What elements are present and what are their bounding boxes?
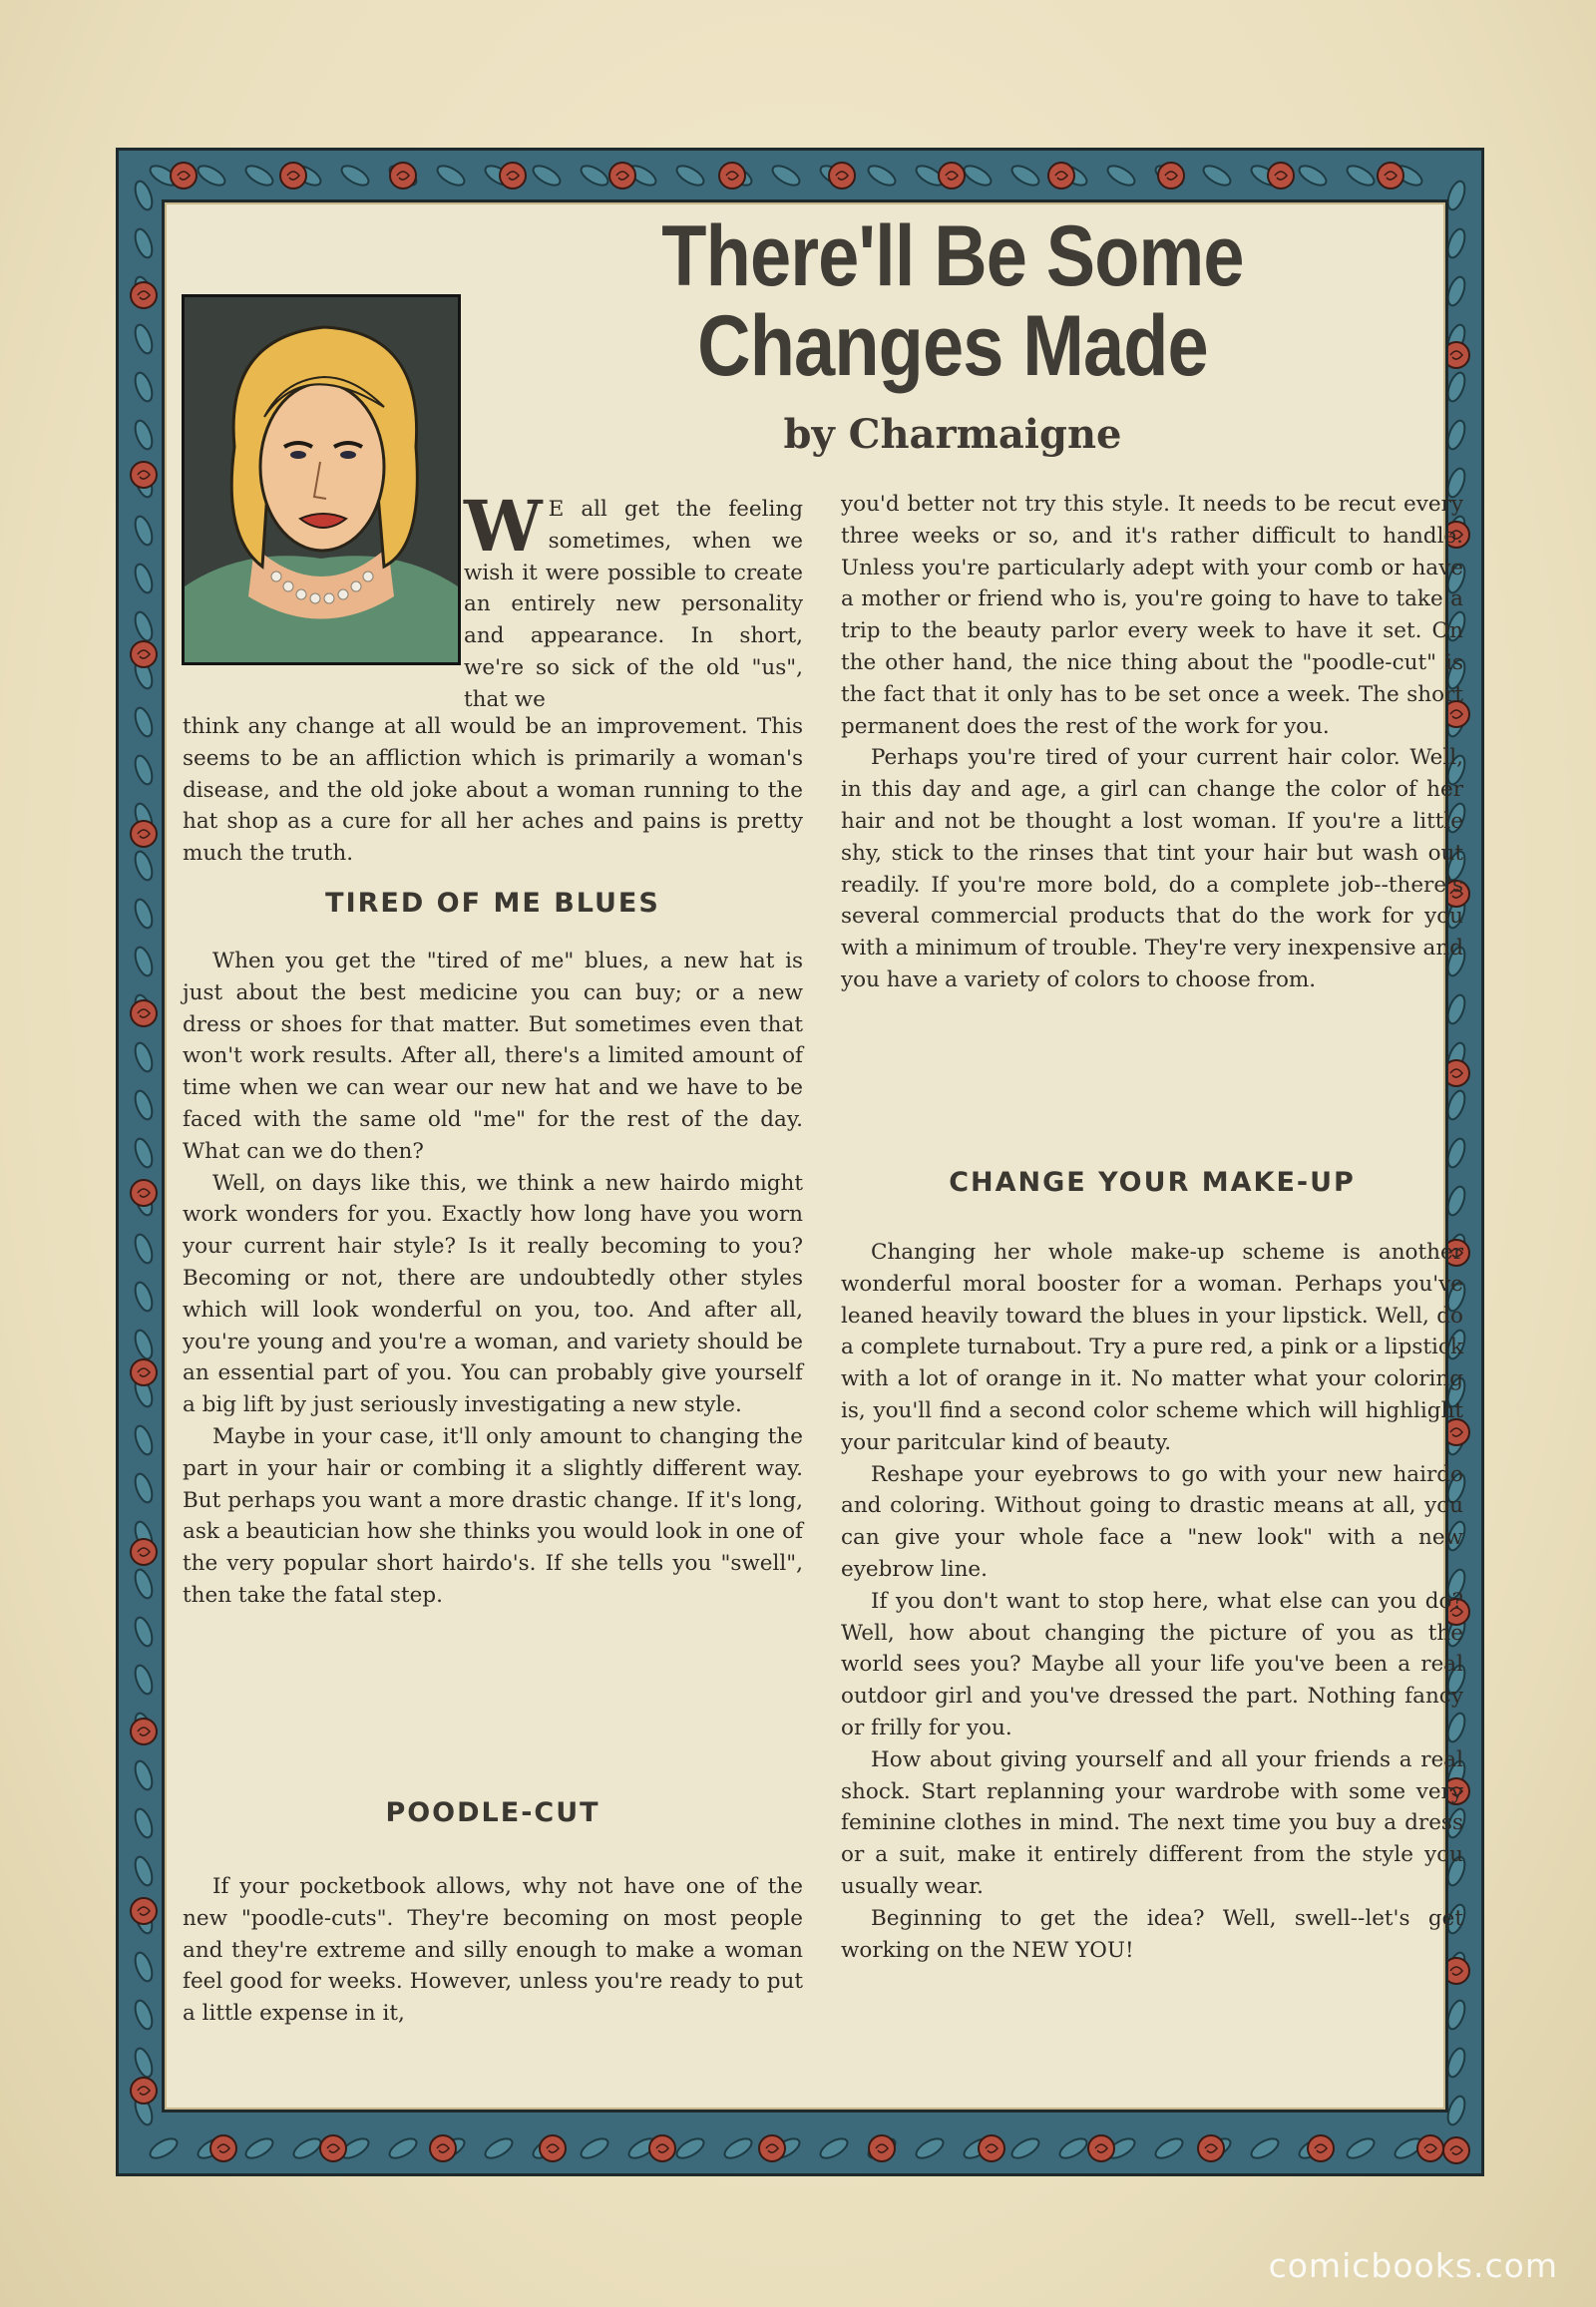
intro-continuation (183, 711, 803, 870)
rose-shape (609, 163, 635, 189)
poodle-paragraph-2: Perhaps you're tired of your current hair color. Well, in this day and age, a girl can change the color of her hair and not be thought a lost woman. If you're a little shy, stick to the rinses that tint your hair but wash out readily. If you're more bold, do a complete job--there's several commercial products that do the work for you with a minimum of trouble. They're very inexpensive and you have a variety of colors to choose from. (841, 745, 1463, 992)
leaf-shape (132, 1664, 155, 1697)
rose-shape (131, 1180, 157, 1206)
leaf-shape (1057, 2134, 1090, 2161)
leaf-shape (132, 850, 155, 883)
rose-shape (1088, 2135, 1114, 2161)
leaf-shape (387, 2134, 420, 2161)
rose-shape (1048, 163, 1074, 189)
leaf-shape (132, 323, 155, 356)
leaf-shape (1249, 2134, 1282, 2161)
rose-shape (131, 462, 157, 488)
rose-shape (1443, 2137, 1469, 2163)
leaf-shape (132, 898, 155, 931)
rose-shape (979, 2135, 1004, 2161)
leaf-shape (132, 180, 155, 212)
rose-shape (131, 1359, 157, 1385)
leaf-shape (132, 706, 155, 739)
leaf-shape (132, 371, 155, 404)
makeup-paragraph-1: Changing her whole make-up scheme is another wonderful moral booster for a woman. Perhaps you've leaned heavily toward the blues in your lipstick. Well, do a complete turnabout. Try a pure red, a pink or a lipstick with a lot of orange in it. No matter what your coloring is, you'll find a second color scheme which will highlight your paritcular kind of beauty. (841, 1240, 1463, 1455)
leaf-shape (132, 227, 155, 260)
makeup-paragraph-3: If you don't want to stop here, what else can you do? Well, how about changing the picture of you as the world sees you? Maybe all your life you've been a real outdoor girl and you've dressed the part. Nothing fancy or frilly for you. (841, 1588, 1463, 1740)
leaf-shape (243, 2134, 276, 2161)
makeup-paragraph-4: How about giving yourself and all your friends a real shock. Start replanning your wardrobe with some very feminine clothes in mind. The next time you buy a dress or a suit, make it entirely different from the style you usually wear. (841, 1746, 1463, 1899)
rose-shape (131, 1000, 157, 1026)
drop-cap: W (464, 485, 543, 568)
leaf-shape (132, 1329, 155, 1361)
rose-shape (131, 641, 157, 667)
rose-shape (649, 2135, 675, 2161)
makeup-section-body (841, 1237, 1463, 1966)
leaf-shape (148, 2134, 181, 2161)
right-column-top (841, 489, 1463, 996)
leaf-shape (1345, 162, 1378, 189)
leaf-shape (132, 1999, 155, 2032)
leaf-shape (866, 162, 899, 189)
leaf-shape (435, 162, 468, 189)
tired-paragraph-2: Well, on days like this, we think a new hairdo might work wonders for you. Exactly how long have you worn your current hair style? Is it really becoming to you? Becoming or not, there are undoubtedly other styles which will look wonderful on you, too. And after all, you're young and you're a woman, and variety should be an essential part of you. You can probably give yourself a big lift by just seriously investigating a new style. (183, 1170, 803, 1418)
rose-shape (210, 2135, 236, 2161)
leaf-shape (531, 162, 564, 189)
leaf-shape (132, 1041, 155, 1074)
leaf-shape (1009, 162, 1042, 189)
leaf-shape (962, 162, 995, 189)
leaf-shape (132, 1233, 155, 1266)
portrait-illustration (182, 294, 461, 665)
rose-shape (540, 2135, 566, 2161)
leaf-shape (1201, 162, 1234, 189)
rose-shape (1378, 163, 1403, 189)
leaf-shape (132, 419, 155, 452)
leaf-shape (132, 1281, 155, 1314)
leaf-shape (339, 162, 372, 189)
leaf-shape (674, 162, 707, 189)
leaf-shape (132, 610, 155, 643)
poodle-section-body (183, 1871, 803, 2030)
leaf-shape (770, 162, 803, 189)
leaf-shape (132, 1568, 155, 1601)
rose-shape (390, 163, 416, 189)
rose-shape (131, 282, 157, 308)
title-line-2: Changes Made (697, 298, 1208, 394)
leaf-shape (722, 2134, 755, 2161)
leaf-shape (1009, 2134, 1042, 2161)
poodle-paragraph-1: If your pocketbook allows, why not have one of the new "poodle-cuts". They're becoming on most people and they're extreme and silly enough to make a woman feel good for weeks. However, unless you're ready to put a little expense in it, (183, 1874, 803, 2027)
makeup-paragraph-5: Beginning to get the idea? Well, swell--let's get working on the NEW YOU! (841, 1905, 1463, 1963)
rose-shape (131, 821, 157, 847)
leaf-shape (132, 1855, 155, 1888)
leaf-shape (132, 1137, 155, 1170)
rose-shape (500, 163, 526, 189)
leaf-shape (132, 515, 155, 548)
leaf-shape (132, 946, 155, 978)
title-line-1: There'll Be Some (661, 208, 1244, 304)
rose-shape (131, 1719, 157, 1744)
rose-shape (1198, 2135, 1224, 2161)
leaf-shape (132, 2047, 155, 2080)
rose-shape (759, 2135, 785, 2161)
rose-shape (1268, 163, 1294, 189)
leaf-shape (132, 563, 155, 595)
leaf-shape (196, 162, 228, 189)
heading-tired-of-me-blues: TIRED OF ME BLUES (325, 888, 660, 919)
rose-shape (829, 163, 855, 189)
site-watermark: comicbooks.com (1268, 2246, 1558, 2285)
rose-shape (131, 1539, 157, 1565)
rose-shape (320, 2135, 346, 2161)
byline: by Charmaigne (783, 411, 1122, 458)
rose-shape (1417, 2135, 1443, 2161)
intro-rest: think any change at all would be an improvement. This seems to be an affliction which is primarily a woman's disease, and the old joke about a woman running to the hat shop as a cure for all her aches and pains is pretty much the truth. (183, 714, 803, 867)
intro-lead: E all get the feeling sometimes, when we wish it were possible to create an entirely new personality and appearance. In short, we're so sick of the old "us", that we (464, 497, 803, 712)
leaf-shape (818, 2134, 851, 2161)
article-title (613, 208, 1291, 394)
rose-shape (1308, 2135, 1334, 2161)
tired-section-body (183, 946, 803, 1612)
heading-poodle-cut: POODLE-CUT (385, 1797, 600, 1828)
leaf-shape (291, 2134, 324, 2161)
tired-paragraph-1: When you get the "tired of me" blues, a new hat is just about the best medicine you can buy; or a new dress or shoes for that matter. But sometimes even that won't work results. After all, there's a limited amount of time when we can wear our new hat and we have to be faced with the same old "me" for the rest of the day. What can we do then? (183, 949, 803, 1164)
poodle-paragraph-1-continued: you'd better not try this style. It needs to be recut every three weeks or so, and it's rather difficult to handle. Unless you're particularly adept with your comb or have a mother or friend who is, you're going to have to take a trip to the beauty parlor every week to have it set. On the other hand, the nice thing about the "poodle-cut" is the fact that it only has to be set once a week. The short permanent does the rest of the work for you. (841, 492, 1463, 739)
leaf-shape (132, 754, 155, 787)
leaf-shape (132, 1424, 155, 1457)
leaf-shape (132, 1759, 155, 1792)
leaf-shape (1297, 162, 1330, 189)
leaf-shape (1345, 2134, 1378, 2161)
rose-shape (131, 1898, 157, 1924)
leaf-shape (914, 2134, 947, 2161)
leaf-shape (1105, 162, 1138, 189)
makeup-paragraph-2: Reshape your eyebrows to go with your new hairdo and coloring. Without going to drastic means at all, you can give your whole face a "new look" with a new eyebrow line. (841, 1461, 1463, 1582)
rose-shape (719, 163, 745, 189)
tired-paragraph-3: Maybe in your case, it'll only amount to changing the part in your hair or combing it a slightly different way. But perhaps you want a more drastic change. If it's long, ask a beautician how she thinks you would look in one of the very popular short hairdo's. If she tells you "swell", then take the fatal step. (183, 1423, 803, 1608)
leaf-shape (132, 1089, 155, 1122)
rose-shape (171, 163, 197, 189)
leaf-shape (674, 2134, 707, 2161)
rose-shape (280, 163, 306, 189)
rose-shape (869, 2135, 895, 2161)
rose-shape (131, 2078, 157, 2104)
leaf-shape (132, 1807, 155, 1840)
heading-change-your-make-up: CHANGE YOUR MAKE-UP (949, 1167, 1356, 1198)
leaf-shape (579, 2134, 611, 2161)
leaf-shape (132, 1616, 155, 1649)
leaf-shape (1153, 2134, 1186, 2161)
leaf-shape (132, 1472, 155, 1505)
leaf-shape (243, 162, 276, 189)
rose-shape (430, 2135, 456, 2161)
leaf-shape (579, 162, 611, 189)
leaf-shape (132, 1951, 155, 1984)
rose-shape (1158, 163, 1184, 189)
leaf-shape (483, 2134, 516, 2161)
rose-shape (939, 163, 965, 189)
intro-paragraph (464, 485, 803, 716)
